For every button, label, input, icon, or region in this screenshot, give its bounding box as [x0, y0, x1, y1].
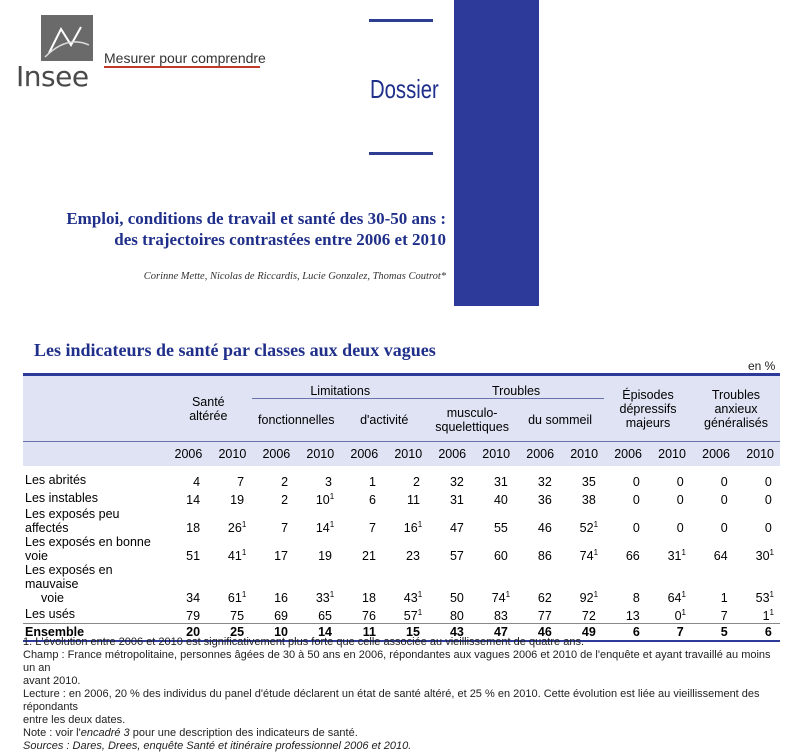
table-cell: 60 — [493, 549, 508, 563]
authors: Corinne Mette, Nicolas de Riccardis, Lucie Gonzalez, Thomas Coutrot* — [143, 271, 446, 282]
table-cell: 0 — [764, 493, 772, 507]
table-cell: 77 — [537, 609, 552, 623]
table-cell: 11 — [340, 624, 384, 641]
significance-mark: 1 — [329, 491, 335, 501]
table-cell: 0 — [764, 475, 772, 489]
table-cell: 6 — [736, 624, 780, 641]
table-cell: $26^1$ — [227, 519, 247, 535]
table-cell: 76 — [362, 609, 376, 623]
table-cell: 47 — [472, 624, 516, 641]
table-notes — [23, 636, 780, 753]
significance-mark: 1 — [681, 589, 686, 599]
table-cell: $74^1$ — [579, 547, 599, 563]
significance-mark: 1 — [417, 519, 423, 529]
year-header: 2010 — [296, 442, 340, 467]
table-cell: 0 — [720, 475, 728, 489]
table-cell: 0 — [676, 521, 684, 535]
table-cell: $10^1$ — [315, 491, 335, 507]
significance-mark: 1 — [593, 519, 599, 529]
title-line-1: Emploi, conditions de travail et santé des 30-50 ans : — [66, 209, 446, 228]
significance-mark: 1 — [769, 547, 774, 557]
table-cell: 62 — [537, 591, 552, 605]
row-label: Les instables — [25, 491, 98, 505]
table-cell: 14 — [296, 624, 340, 641]
table-cell: $31^1$ — [667, 547, 686, 563]
tagline-underline — [104, 66, 260, 68]
row-label-line-2: voie — [41, 591, 64, 605]
table-cell: $0^1$ — [674, 607, 686, 623]
table-cell: $52^1$ — [579, 519, 599, 535]
row-label: Les exposés peu affectés — [25, 507, 120, 535]
table-cell: $92^1$ — [579, 589, 599, 605]
table-cell: 3 — [325, 475, 332, 489]
table-cell: 7 — [281, 521, 289, 535]
vertical-color-band — [454, 0, 539, 306]
year-header: 2006 — [164, 442, 208, 467]
table-cell: 21 — [362, 549, 376, 563]
note-sources: Sources : Dares, Drees, enquête Santé et itinéraire professionnel 2006 et 2010. — [23, 740, 412, 752]
significance-mark: 1 — [329, 589, 335, 599]
significance-mark: 1 — [241, 589, 247, 599]
table-cell: 0 — [676, 493, 684, 507]
significance-mark: 1 — [681, 547, 686, 557]
table-cell: 10 — [252, 624, 296, 641]
insee-tagline: Mesurer pour comprendre — [104, 50, 266, 66]
row-label-line-1: Les exposés en mauvaise — [25, 563, 113, 591]
table-cell: 50 — [449, 591, 464, 605]
row-label: Les abrités — [25, 473, 87, 487]
table-cell: 40 — [493, 493, 508, 507]
table-cell: 34 — [186, 591, 201, 605]
row-label: Ensemble — [23, 624, 164, 641]
table-cell: $16^1$ — [403, 519, 423, 535]
table-cell: 79 — [186, 609, 201, 623]
table-cell: 65 — [318, 609, 332, 623]
health-indicators-table — [23, 373, 780, 642]
significance-mark: 1 — [505, 589, 511, 599]
year-header: 2010 — [648, 442, 692, 467]
table-cell: 18 — [186, 521, 201, 535]
significance-mark: 1 — [593, 589, 599, 599]
section-label: Dossier — [370, 74, 439, 104]
table-unit: en % — [748, 359, 776, 373]
table-cell: 47 — [449, 521, 464, 535]
table-cell: 2 — [281, 475, 289, 489]
table-row — [23, 563, 780, 605]
table-cell: 2 — [281, 493, 289, 507]
table-cell: 6 — [604, 624, 648, 641]
header-year-row — [23, 442, 780, 467]
table-cell: 35 — [581, 475, 596, 489]
table-cell: 31 — [493, 475, 508, 489]
table-cell: 51 — [186, 549, 201, 563]
table-cell: 55 — [493, 521, 508, 535]
table-cell: 32 — [537, 475, 552, 489]
year-header: 2006 — [516, 442, 560, 467]
significance-mark: 1 — [769, 607, 774, 617]
table-row — [23, 535, 780, 563]
year-header: 2006 — [692, 442, 736, 467]
table-cell: $41^1$ — [227, 547, 247, 563]
table-cell: $43^1$ — [403, 589, 423, 605]
col-fonctionnelles: fonctionnelles — [252, 399, 340, 442]
table-row — [23, 507, 780, 535]
table-cell: 7 — [648, 624, 692, 641]
table-cell: 16 — [274, 591, 289, 605]
year-header: 2010 — [736, 442, 780, 467]
group-limitations: Limitations — [310, 384, 371, 398]
row-label — [23, 563, 164, 605]
year-header: 2006 — [604, 442, 648, 467]
col-troubles-anxieux: Troubles anxieux généralisés — [704, 387, 768, 430]
table-cell: 13 — [625, 609, 640, 623]
header-group-row — [23, 376, 780, 399]
table-cell: $57^1$ — [403, 607, 423, 623]
table-cell: $33^1$ — [315, 589, 335, 605]
row-label: Les exposés en bonne voie — [25, 535, 151, 563]
table-cell: 0 — [632, 475, 640, 489]
year-header: 2010 — [384, 442, 428, 467]
col-sante-alteree: Santé altérée — [189, 394, 228, 423]
table-cell: 23 — [406, 549, 420, 563]
table-cell: 0 — [720, 521, 728, 535]
table-cell: 46 — [516, 624, 560, 641]
table-cell: 43 — [428, 624, 472, 641]
significance-mark: 1 — [593, 547, 599, 557]
insee-logo-mark — [41, 15, 93, 61]
col-sommeil: du sommeil — [516, 399, 604, 442]
note-champ-2: avant 2010. — [23, 675, 81, 687]
table-cell: 0 — [632, 493, 640, 507]
table-cell: 66 — [625, 549, 640, 563]
table-cell: 0 — [632, 521, 640, 535]
document-title — [0, 208, 446, 250]
table-cell: 14 — [186, 493, 201, 507]
table-cell: $61^1$ — [227, 589, 247, 605]
year-header: 2006 — [252, 442, 296, 467]
row-label: Les usés — [25, 607, 76, 621]
note-lecture-1: Lecture : en 2006, 20 % des individus du panel d'étude déclarent un état de santé altéré, et 25 % en 2010. Cette évolution est liée au vieillissement des répondants — [23, 688, 760, 713]
table-cell: $74^1$ — [491, 589, 511, 605]
dossier-rule-bottom — [369, 152, 433, 155]
significance-mark: 1 — [681, 607, 686, 617]
insee-logo-word: Insee — [16, 60, 89, 93]
table-cell: 19 — [318, 549, 332, 563]
table-cell: 7 — [720, 609, 728, 623]
table-cell: $53^1$ — [755, 589, 774, 605]
table-cell: 8 — [632, 591, 640, 605]
significance-mark: 1 — [417, 607, 423, 617]
table-cell: 49 — [560, 624, 604, 641]
table-cell: 83 — [493, 609, 508, 623]
table-title: Les indicateurs de santé par classes aux deux vagues — [34, 340, 436, 360]
table-cell: $64^1$ — [667, 589, 686, 605]
table-cell: 32 — [449, 475, 464, 489]
table-cell: 7 — [369, 521, 376, 535]
table-cell: $14^1$ — [315, 519, 335, 535]
significance-mark: 1 — [329, 519, 335, 529]
note-1: 1. L'évolution entre 2006 et 2010 est significativement plus forte que celle associée au vieillissement de quatre ans. — [23, 636, 584, 648]
dossier-rule-top — [369, 19, 433, 22]
table-cell: 1 — [720, 591, 728, 605]
table-cell: 38 — [581, 493, 596, 507]
note-encadre: Note : voir l'encadré 3 pour une description des indicateurs de santé. — [23, 727, 358, 739]
table-cell: 86 — [537, 549, 552, 563]
table-cell: 72 — [581, 609, 596, 623]
table-cell: 11 — [406, 493, 420, 507]
significance-mark: 1 — [241, 547, 247, 557]
table-row — [23, 466, 780, 489]
table-cell: 19 — [230, 493, 245, 507]
group-troubles: Troubles — [492, 384, 541, 398]
significance-mark: 1 — [417, 589, 423, 599]
table-cell: 18 — [362, 591, 376, 605]
table-cell: 46 — [537, 521, 552, 535]
table-cell: 80 — [449, 609, 464, 623]
table-cell: 1 — [369, 475, 376, 489]
year-header: 2006 — [340, 442, 384, 467]
table-row — [23, 489, 780, 507]
table-cell: $30^1$ — [755, 547, 774, 563]
table-cell: 5 — [692, 624, 736, 641]
table-cell: 31 — [449, 493, 464, 507]
table-body — [23, 466, 780, 624]
table-cell: 20 — [164, 624, 208, 641]
note-champ-1: Champ : France métropolitaine, personnes âgées de 30 à 50 ans en 2006, répondantes aux vagues 2006 et 2010 de l'enquête et ayant travaillé au moins un an — [23, 649, 771, 674]
table-cell: 4 — [193, 475, 201, 489]
table-cell: 17 — [274, 549, 289, 563]
table-cell: 75 — [230, 609, 245, 623]
table-cell: 2 — [412, 475, 420, 489]
table-cell: 25 — [208, 624, 252, 641]
table-cell: 57 — [449, 549, 464, 563]
table-cell: 69 — [274, 609, 289, 623]
table-row — [23, 605, 780, 624]
table-cell: 0 — [720, 493, 728, 507]
table-cell: $1^1$ — [762, 607, 774, 623]
table-cell: 64 — [713, 549, 728, 563]
title-line-2: des trajectoires contrastées entre 2006 et 2010 — [114, 230, 446, 249]
col-activite: d'activité — [340, 399, 428, 442]
significance-mark: 1 — [241, 519, 247, 529]
significance-mark: 1 — [769, 589, 774, 599]
table-cell: 0 — [764, 521, 772, 535]
note-lecture-2: entre les deux dates. — [23, 714, 126, 726]
year-header: 2010 — [560, 442, 604, 467]
year-header: 2006 — [428, 442, 472, 467]
table-cell: 0 — [676, 475, 684, 489]
table-cell: 15 — [384, 624, 428, 641]
year-header: 2010 — [472, 442, 516, 467]
col-musculo-squelettiques: musculo- squelettiques — [428, 399, 516, 442]
table-cell: 6 — [369, 493, 376, 507]
year-header: 2010 — [208, 442, 252, 467]
col-episodes-depressifs: Épisodes dépressifs majeurs — [619, 387, 677, 430]
table-cell: 36 — [537, 493, 552, 507]
table-cell: 7 — [237, 475, 245, 489]
